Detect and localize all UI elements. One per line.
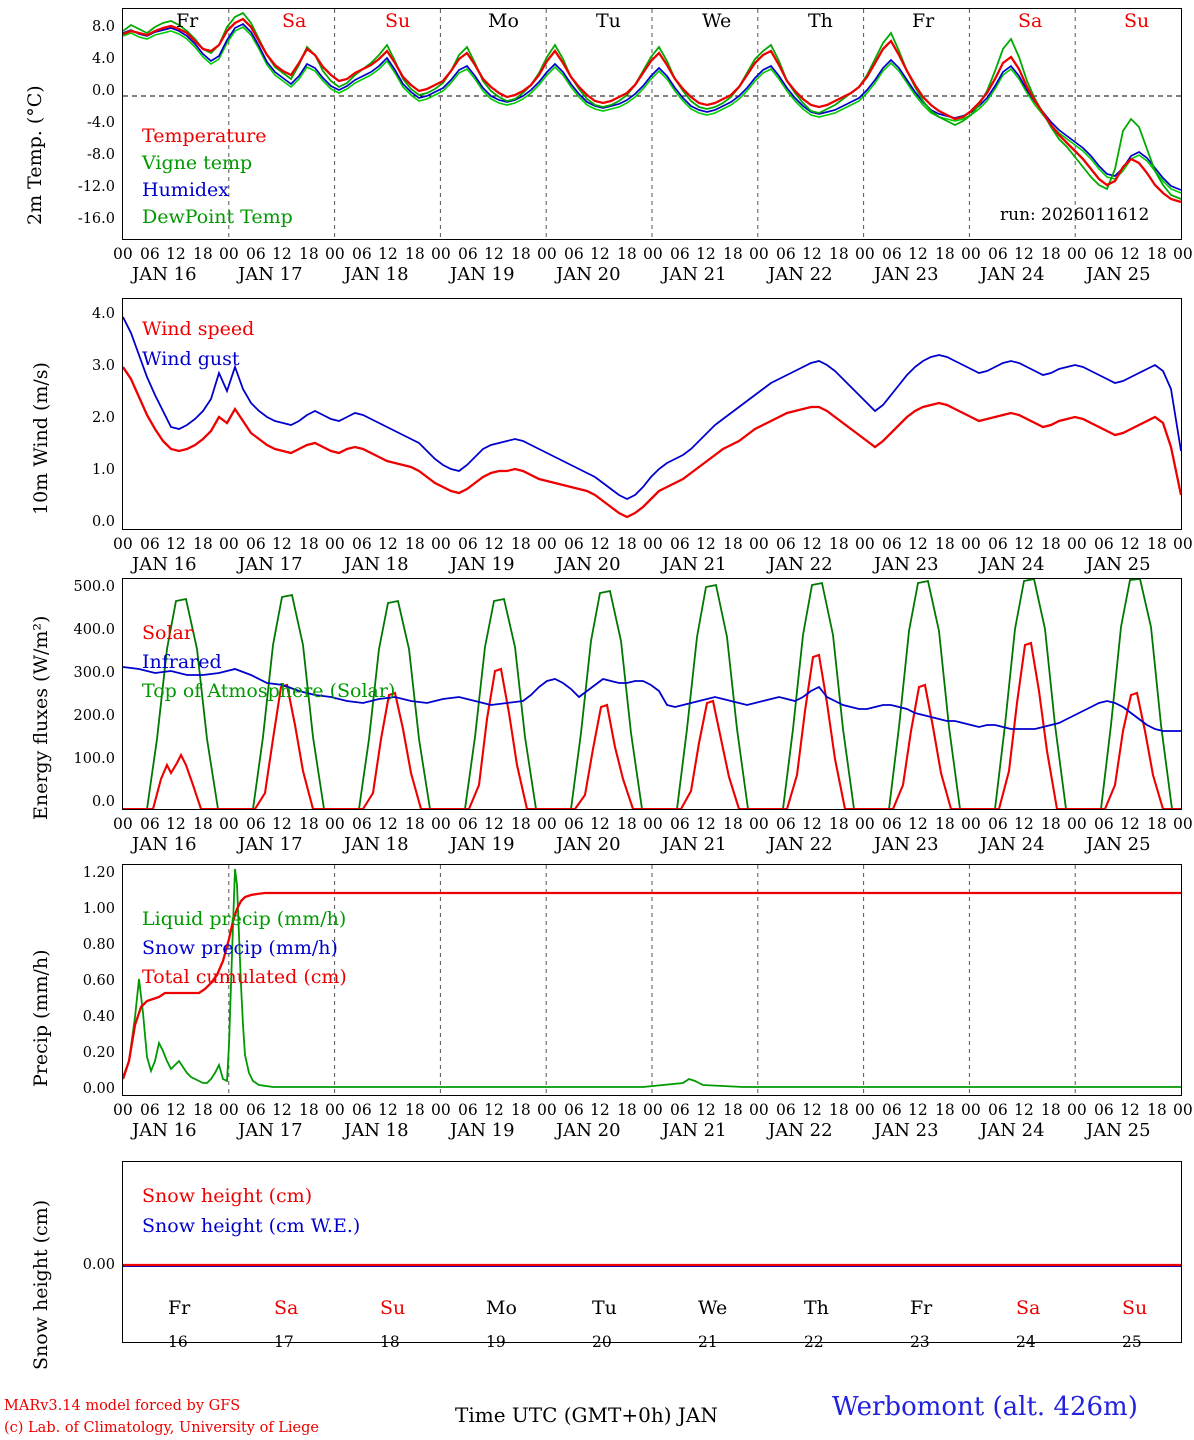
hour-tick: 12 [802,245,822,263]
hour-tick: 00 [1067,815,1087,833]
hour-tick: 00 [1173,1101,1193,1119]
legend-solar: Solar [142,622,193,644]
hour-tick: 00 [219,1101,239,1119]
hour-ticks-temperature [113,245,1193,263]
hour-tick: 00 [113,535,133,553]
day-label: JAN 18 [344,834,409,855]
day-label: JAN 25 [1086,834,1151,855]
hour-tick: 12 [166,815,186,833]
ytick-wind-3: 1.0 [91,462,115,478]
hour-tick: 12 [590,535,610,553]
ytick-precip-2: 0.80 [82,937,115,953]
hour-tick: 06 [352,535,372,553]
day-label: JAN 20 [556,264,621,285]
hour-tick: 00 [219,245,239,263]
hour-tick: 18 [1041,815,1061,833]
hour-tick: 18 [1147,535,1167,553]
hour-tick: 00 [1067,245,1087,263]
hour-tick: 00 [431,815,451,833]
hour-tick: 00 [113,1101,133,1119]
hour-tick: 18 [299,535,319,553]
day-label: JAN 18 [344,264,409,285]
dow-label-bottom-8: Sa [1016,1297,1041,1319]
dow-label-9: Su [1124,10,1150,32]
day-label: JAN 17 [238,1120,303,1141]
day-label: JAN 25 [1086,264,1151,285]
hour-tick: 18 [617,1101,637,1119]
hour-tick: 18 [511,815,531,833]
hour-tick: 06 [564,815,584,833]
plot-area-wind [122,298,1182,530]
hour-tick: 12 [378,1101,398,1119]
ytick-precip-5: 0.20 [82,1045,115,1061]
hour-tick: 06 [352,1101,372,1119]
hour-tick: 06 [776,245,796,263]
hour-tick: 18 [299,245,319,263]
dow-row-bottom [122,1297,1182,1321]
day-label: JAN 21 [662,1120,727,1141]
day-label: JAN 23 [874,834,939,855]
hour-tick: 18 [723,245,743,263]
hour-tick: 00 [325,535,345,553]
hour-tick: 18 [935,1101,955,1119]
hour-tick: 00 [431,1101,451,1119]
hour-tick: 00 [537,245,557,263]
hour-tick: 00 [855,1101,875,1119]
hour-tick: 12 [696,245,716,263]
hour-tick: 18 [935,815,955,833]
hour-tick: 12 [378,535,398,553]
station-name: Werbomont (alt. 426m) [832,1392,1138,1422]
hour-tick: 12 [590,1101,610,1119]
hour-tick: 06 [246,245,266,263]
legend-vigne-temp: Vigne temp [142,152,253,174]
ytick-precip-6: 0.00 [82,1081,115,1097]
ytick-energy-3: 200.0 [73,708,115,724]
hour-tick: 00 [325,815,345,833]
hour-tick: 18 [829,1101,849,1119]
day-label: JAN 21 [662,834,727,855]
hour-tick: 18 [1147,815,1167,833]
hour-tick: 18 [405,815,425,833]
hour-tick: 18 [511,535,531,553]
hour-tick: 18 [299,815,319,833]
hour-ticks-wind [113,535,1193,553]
hour-tick: 12 [908,535,928,553]
hour-tick: 12 [1120,245,1140,263]
ytick-temperature-3: -4.0 [87,115,115,131]
hour-tick: 06 [352,245,372,263]
day-label: JAN 22 [768,834,833,855]
hour-tick: 00 [219,815,239,833]
hour-tick: 06 [140,1101,160,1119]
hour-tick: 06 [564,245,584,263]
hour-tick: 06 [988,535,1008,553]
day-labels-temperature [122,264,1182,284]
day-number: 25 [1122,1333,1142,1351]
hour-tick: 12 [590,815,610,833]
hour-tick: 06 [352,815,372,833]
hour-tick: 00 [643,1101,663,1119]
hour-tick: 06 [246,815,266,833]
hour-tick: 06 [988,815,1008,833]
hour-tick: 00 [537,535,557,553]
hour-tick: 18 [617,815,637,833]
ytick-wind-0: 4.0 [91,306,115,322]
xaxis-title: Time UTC (GMT+0h) JAN [455,1403,718,1427]
hour-tick: 12 [908,815,928,833]
legend-snow-height: Snow height (cm) [142,1185,313,1207]
hour-tick: 12 [1014,245,1034,263]
day-label: JAN 24 [980,264,1045,285]
hour-tick: 12 [272,1101,292,1119]
hour-tick: 18 [405,535,425,553]
day-label: JAN 23 [874,1120,939,1141]
legend-wind-gust: Wind gust [142,348,240,370]
hour-tick: 18 [405,1101,425,1119]
hour-ticks-energy [113,815,1193,833]
ytick-precip-1: 1.00 [82,901,115,917]
hour-tick: 18 [1147,245,1167,263]
hour-tick: 18 [829,245,849,263]
dow-label-bottom-3: Mo [486,1297,517,1319]
ytick-snow-0: 0.00 [82,1257,115,1273]
hour-tick: 06 [776,815,796,833]
day-label: JAN 16 [132,1120,197,1141]
hour-tick: 18 [617,245,637,263]
dow-label-1: Sa [282,10,307,32]
hour-tick: 06 [140,245,160,263]
hour-tick: 06 [776,535,796,553]
hour-tick: 06 [458,535,478,553]
day-number: 18 [380,1333,400,1351]
hour-tick: 06 [882,535,902,553]
dow-label-4: Tu [596,10,621,32]
ytick-wind-4: 0.0 [91,514,115,530]
hour-tick: 06 [140,815,160,833]
hour-tick: 12 [1120,535,1140,553]
hour-tick: 00 [749,815,769,833]
day-label: JAN 19 [450,834,515,855]
axis-label-precip: Precip (mm/h) [30,949,52,1087]
model-run-label: run: 2026011612 [1000,205,1150,225]
hour-tick: 12 [908,1101,928,1119]
dow-label-bottom-1: Sa [274,1297,299,1319]
hour-tick: 12 [1014,815,1034,833]
hour-tick: 12 [802,815,822,833]
hour-tick: 00 [961,1101,981,1119]
hour-tick: 00 [1067,1101,1087,1119]
hour-tick: 06 [882,1101,902,1119]
day-number: 21 [698,1333,718,1351]
hour-tick: 12 [378,815,398,833]
axis-label-temperature: 2m Temp. (°C) [24,85,46,225]
day-label: JAN 21 [662,264,727,285]
hour-tick: 12 [1120,1101,1140,1119]
day-label: JAN 20 [556,1120,621,1141]
hour-tick: 12 [484,1101,504,1119]
hour-tick: 18 [299,1101,319,1119]
hour-tick: 00 [643,815,663,833]
day-number: 24 [1016,1333,1036,1351]
dow-label-bottom-5: We [698,1297,728,1319]
hour-tick: 06 [882,245,902,263]
hour-tick: 18 [1147,1101,1167,1119]
hour-tick: 00 [113,245,133,263]
hour-tick: 00 [431,245,451,263]
hour-tick: 18 [723,535,743,553]
hour-tick: 18 [1041,535,1061,553]
hour-tick: 00 [1067,535,1087,553]
day-number: 17 [274,1333,294,1351]
hour-tick: 12 [908,245,928,263]
ytick-precip-3: 0.60 [82,973,115,989]
hour-tick: 00 [855,245,875,263]
hour-tick: 00 [537,1101,557,1119]
day-label: JAN 19 [450,554,515,575]
hour-tick: 00 [643,535,663,553]
axis-label-snow-height: Snow height (cm) [30,1199,52,1370]
hour-tick: 00 [643,245,663,263]
day-label: JAN 22 [768,264,833,285]
hour-tick: 18 [935,245,955,263]
ytick-precip-4: 0.40 [82,1009,115,1025]
hour-tick: 00 [855,815,875,833]
day-label: JAN 18 [344,554,409,575]
hour-tick: 18 [193,815,213,833]
hour-tick: 00 [1173,245,1193,263]
hour-tick: 00 [749,1101,769,1119]
day-label: JAN 16 [132,264,197,285]
dow-label-3: Mo [488,10,519,32]
hour-tick: 00 [749,535,769,553]
hour-tick: 06 [988,1101,1008,1119]
hour-tick: 18 [511,245,531,263]
panel-precip [0,852,1194,1142]
day-label: JAN 23 [874,264,939,285]
day-label: JAN 22 [768,554,833,575]
day-label: JAN 24 [980,834,1045,855]
day-label: JAN 16 [132,834,197,855]
panel-temperature [0,0,1194,285]
ytick-temperature-4: -8.0 [87,147,115,163]
footer-copyright-line: (c) Lab. of Climatology, University of Liege [4,1420,319,1436]
day-number: 22 [804,1333,824,1351]
hour-tick: 00 [1173,815,1193,833]
legend-wind-speed: Wind speed [142,318,255,340]
ytick-wind-1: 3.0 [91,358,115,374]
hour-tick: 00 [961,245,981,263]
hour-tick: 12 [272,535,292,553]
hour-tick: 18 [723,1101,743,1119]
dow-label-0: Fr [176,10,199,32]
day-number: 20 [592,1333,612,1351]
dow-label-bottom-6: Th [804,1297,829,1319]
ytick-precip-0: 1.20 [82,865,115,881]
day-label: JAN 17 [238,834,303,855]
panel-wind [0,290,1194,575]
dow-label-7: Fr [912,10,935,32]
hour-ticks-precip [113,1101,1193,1119]
hour-tick: 12 [1014,535,1034,553]
day-label: JAN 24 [980,554,1045,575]
dow-label-8: Sa [1018,10,1043,32]
hour-tick: 12 [166,1101,186,1119]
dow-label-5: We [702,10,732,32]
panel-snow-height [0,1145,1194,1385]
hour-tick: 18 [829,535,849,553]
hour-tick: 06 [246,535,266,553]
hour-tick: 12 [696,535,716,553]
ytick-energy-1: 400.0 [73,622,115,638]
legend-infrared: Infrared [142,651,222,673]
legend-humidex: Humidex [142,179,230,201]
day-label: JAN 19 [450,264,515,285]
hour-tick: 00 [855,535,875,553]
hour-tick: 06 [140,535,160,553]
hour-tick: 12 [166,535,186,553]
day-label: JAN 19 [450,1120,515,1141]
ytick-temperature-0: 8.0 [91,19,115,35]
hour-tick: 00 [749,245,769,263]
dow-label-2: Su [385,10,411,32]
legend-snow-height-we: Snow height (cm W.E.) [142,1215,361,1237]
ytick-energy-4: 100.0 [73,751,115,767]
hour-tick: 18 [193,245,213,263]
hour-tick: 06 [564,1101,584,1119]
hour-tick: 00 [961,815,981,833]
hour-tick: 18 [193,1101,213,1119]
legend-snow-precip: Snow precip (mm/h) [142,937,338,959]
day-number: 19 [486,1333,506,1351]
hour-tick: 06 [670,1101,690,1119]
hour-tick: 06 [1094,535,1114,553]
hour-tick: 00 [1173,535,1193,553]
hour-tick: 00 [113,815,133,833]
hour-tick: 06 [458,1101,478,1119]
dow-label-bottom-4: Tu [592,1297,617,1319]
day-label: JAN 22 [768,1120,833,1141]
legend-temperature: Temperature [142,125,267,147]
hour-tick: 12 [1120,815,1140,833]
hour-tick: 06 [670,245,690,263]
hour-tick: 06 [670,815,690,833]
ytick-temperature-6: -16.0 [77,211,115,227]
hour-tick: 06 [1094,815,1114,833]
day-label: JAN 20 [556,554,621,575]
hour-tick: 06 [988,245,1008,263]
day-label: JAN 17 [238,264,303,285]
hour-tick: 18 [405,245,425,263]
hour-tick: 06 [458,815,478,833]
ytick-energy-5: 0.0 [91,794,115,810]
hour-tick: 00 [537,815,557,833]
hour-tick: 18 [723,815,743,833]
day-number: 23 [910,1333,930,1351]
legend-dewpoint-temp: DewPoint Temp [142,206,293,228]
panel-energy-fluxes [0,570,1194,855]
ytick-temperature-2: 0.0 [91,83,115,99]
hour-tick: 12 [1014,1101,1034,1119]
day-label: JAN 17 [238,554,303,575]
hour-tick: 12 [696,815,716,833]
dow-label-bottom-7: Fr [910,1297,933,1319]
hour-tick: 18 [511,1101,531,1119]
hour-tick: 12 [272,245,292,263]
axis-label-energy-fluxes: Energy fluxes (W/m²) [30,615,52,820]
hour-tick: 00 [431,535,451,553]
hour-tick: 00 [961,535,981,553]
hour-tick: 12 [696,1101,716,1119]
hour-tick: 12 [802,535,822,553]
hour-tick: 12 [802,1101,822,1119]
legend-liquid-precip: Liquid precip (mm/h) [142,908,347,930]
day-label: JAN 16 [132,554,197,575]
ytick-energy-2: 300.0 [73,665,115,681]
day-labels-energy [122,834,1182,854]
day-label: JAN 23 [874,554,939,575]
ytick-temperature-5: -12.0 [77,179,115,195]
hour-tick: 06 [458,245,478,263]
ytick-temperature-1: 4.0 [91,51,115,67]
hour-tick: 12 [484,815,504,833]
hour-tick: 06 [246,1101,266,1119]
day-number-row [122,1333,1182,1353]
hour-tick: 00 [219,535,239,553]
dow-label-bottom-2: Su [380,1297,406,1319]
day-label: JAN 25 [1086,554,1151,575]
hour-tick: 18 [1041,245,1061,263]
day-label: JAN 18 [344,1120,409,1141]
hour-tick: 06 [882,815,902,833]
hour-tick: 06 [1094,245,1114,263]
hour-tick: 12 [484,535,504,553]
ytick-wind-2: 2.0 [91,410,115,426]
hour-tick: 12 [166,245,186,263]
hour-tick: 18 [617,535,637,553]
day-label: JAN 21 [662,554,727,575]
hour-tick: 18 [193,535,213,553]
hour-tick: 18 [829,815,849,833]
dow-label-bottom-0: Fr [168,1297,191,1319]
legend-top-of-atmosphere: Top of Atmosphere (Solar) [142,680,396,702]
hour-tick: 12 [272,815,292,833]
legend-total-cumulated: Total cumulated (cm) [142,966,347,988]
day-label: JAN 20 [556,834,621,855]
day-number: 16 [168,1333,188,1351]
footer-model-line: MARv3.14 model forced by GFS [4,1398,241,1414]
hour-tick: 18 [1041,1101,1061,1119]
hour-tick: 06 [564,535,584,553]
dow-label-6: Th [808,10,833,32]
hour-tick: 12 [378,245,398,263]
day-label: JAN 25 [1086,1120,1151,1141]
hour-tick: 06 [670,535,690,553]
axis-label-wind: 10m Wind (m/s) [30,362,52,515]
day-label: JAN 24 [980,1120,1045,1141]
ytick-energy-0: 500.0 [73,579,115,595]
hour-tick: 12 [484,245,504,263]
day-labels-precip [122,1120,1182,1140]
hour-tick: 06 [1094,1101,1114,1119]
hour-tick: 18 [935,535,955,553]
hour-tick: 12 [590,245,610,263]
hour-tick: 00 [325,1101,345,1119]
dow-label-bottom-9: Su [1122,1297,1148,1319]
hour-tick: 06 [776,1101,796,1119]
hour-tick: 00 [325,245,345,263]
